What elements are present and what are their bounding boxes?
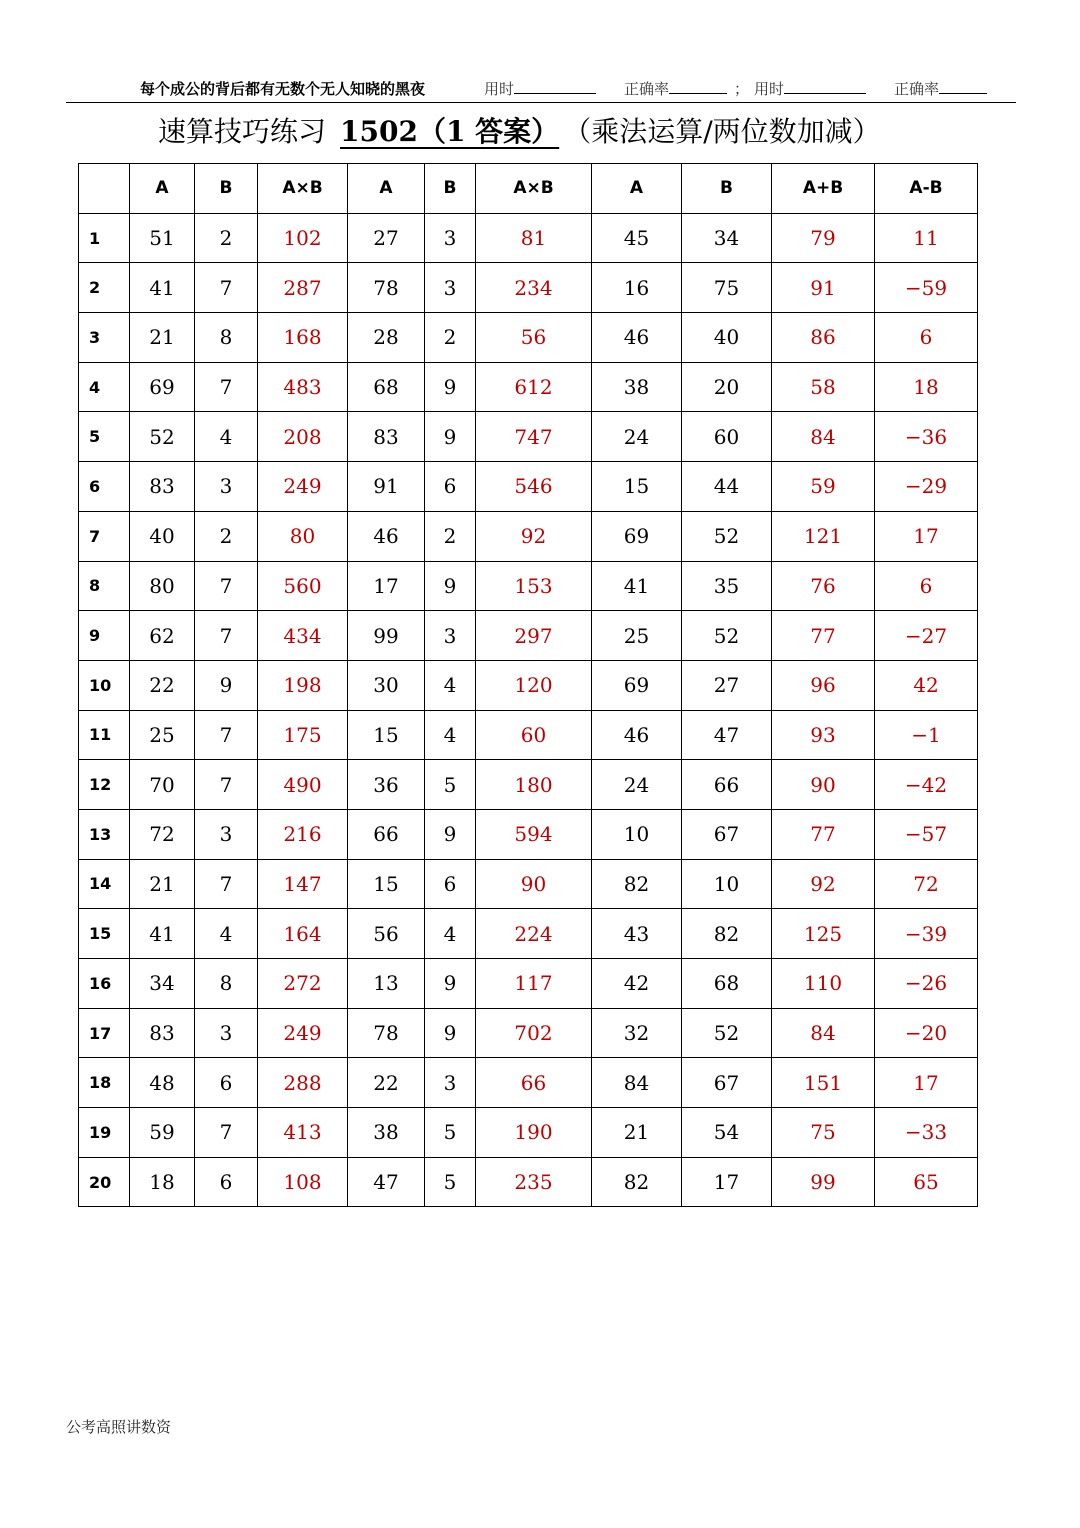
answer-cell: 72 [875,859,978,909]
operand-cell: 8 [195,313,258,363]
operand-cell: 82 [682,909,772,959]
answer-cell: −57 [875,809,978,859]
operand-cell: 15 [348,859,425,909]
answer-cell: 6 [875,313,978,363]
operand-cell: 6 [425,859,476,909]
answer-cell: 92 [772,859,875,909]
answer-cell: 84 [772,1008,875,1058]
operand-cell: 5 [425,1157,476,1207]
answer-cell: 153 [476,561,592,611]
column-header [79,164,130,214]
title-subtitle: （乘法运算/两位数加减） [577,115,881,148]
row-index: 15 [79,909,130,959]
operand-cell: 5 [425,1108,476,1158]
row-index: 17 [79,1008,130,1058]
operand-cell: 3 [425,611,476,661]
answer-cell: 121 [772,511,875,561]
answer-cell: 208 [258,412,348,462]
operand-cell: 40 [130,511,195,561]
operand-cell: 6 [195,1157,258,1207]
operand-cell: 2 [195,511,258,561]
table-row [79,462,978,512]
operand-cell: 7 [195,362,258,412]
row-index: 10 [79,660,130,710]
row-index: 14 [79,859,130,909]
row-index: 1 [79,213,130,263]
operand-cell: 9 [195,660,258,710]
column-header: A [348,164,425,214]
operand-cell: 9 [425,959,476,1009]
operand-cell: 40 [682,313,772,363]
operand-cell: 6 [195,1058,258,1108]
operand-cell: 83 [130,1008,195,1058]
table-row [79,611,978,661]
operand-cell: 56 [348,909,425,959]
answer-cell: 147 [258,859,348,909]
table-body [79,213,978,1207]
operand-cell: 9 [425,362,476,412]
title-main: 速算技巧练习 [158,115,327,148]
row-index: 9 [79,611,130,661]
operand-cell: 7 [195,263,258,313]
operand-cell: 10 [592,809,682,859]
answer-cell: 297 [476,611,592,661]
column-header: A×B [476,164,592,214]
operand-cell: 80 [130,561,195,611]
answer-cell: 56 [476,313,592,363]
table-row [79,1157,978,1207]
operand-cell: 2 [195,213,258,263]
answer-cell: −29 [875,462,978,512]
answer-cell: 702 [476,1008,592,1058]
operand-cell: 66 [348,809,425,859]
operand-cell: 9 [425,809,476,859]
row-index: 3 [79,313,130,363]
answer-cell: 288 [258,1058,348,1108]
answer-cell: 79 [772,213,875,263]
header-separator: ； [734,80,750,98]
answer-cell: −39 [875,909,978,959]
table-row [79,213,978,263]
answer-cell: 86 [772,313,875,363]
operand-cell: 52 [682,1008,772,1058]
operand-cell: 46 [592,710,682,760]
answer-cell: 216 [258,809,348,859]
time-blank-1[interactable] [514,79,596,94]
answer-cell: −20 [875,1008,978,1058]
row-index: 5 [79,412,130,462]
table-row [79,263,978,313]
answer-cell: 6 [875,561,978,611]
operand-cell: 3 [425,213,476,263]
operand-cell: 83 [130,462,195,512]
operand-cell: 3 [195,462,258,512]
answer-cell: 102 [258,213,348,263]
table-row [79,660,978,710]
accuracy-label-2: 正确率 [894,80,940,98]
operand-cell: 9 [425,561,476,611]
row-index: 8 [79,561,130,611]
column-header: A-B [875,164,978,214]
operand-cell: 18 [130,1157,195,1207]
column-header: A [130,164,195,214]
operand-cell: 54 [682,1108,772,1158]
row-index: 2 [79,263,130,313]
answer-cell: 18 [875,362,978,412]
answer-cell: 272 [258,959,348,1009]
operand-cell: 16 [592,263,682,313]
table-row [79,959,978,1009]
answer-cell: 108 [258,1157,348,1207]
operand-cell: 21 [592,1108,682,1158]
operand-cell: 70 [130,760,195,810]
table-row [79,909,978,959]
answer-cell: 120 [476,660,592,710]
answer-cell: 92 [476,511,592,561]
title-code: 1502（1 答案） [340,115,560,148]
operand-cell: 44 [682,462,772,512]
answer-cell: 66 [476,1058,592,1108]
answer-cell: 234 [476,263,592,313]
time-blank-2[interactable] [784,79,866,94]
operand-cell: 78 [348,1008,425,1058]
operand-cell: 22 [130,660,195,710]
table-row [79,809,978,859]
answer-cell: 110 [772,959,875,1009]
operand-cell: 15 [348,710,425,760]
operand-cell: 24 [592,412,682,462]
operand-cell: 4 [425,660,476,710]
operand-cell: 41 [130,909,195,959]
operand-cell: 7 [195,710,258,760]
table-header-row [79,164,978,214]
operand-cell: 24 [592,760,682,810]
answer-cell: 224 [476,909,592,959]
operand-cell: 15 [592,462,682,512]
answer-cell: 594 [476,809,592,859]
table-row [79,1008,978,1058]
operand-cell: 4 [425,710,476,760]
answer-cell: 77 [772,809,875,859]
operand-cell: 52 [130,412,195,462]
answer-cell: 65 [875,1157,978,1207]
operand-cell: 34 [682,213,772,263]
answer-cell: 249 [258,1008,348,1058]
operand-cell: 66 [682,760,772,810]
answer-cell: 168 [258,313,348,363]
operand-cell: 10 [682,859,772,909]
operand-cell: 47 [682,710,772,760]
operand-cell: 22 [348,1058,425,1108]
row-index: 11 [79,710,130,760]
table-row [79,710,978,760]
table-row [79,362,978,412]
operand-cell: 91 [348,462,425,512]
operand-cell: 62 [130,611,195,661]
operand-cell: 13 [348,959,425,1009]
operand-cell: 46 [592,313,682,363]
operand-cell: 67 [682,809,772,859]
answer-cell: 80 [258,511,348,561]
answer-cell: 11 [875,213,978,263]
row-index: 7 [79,511,130,561]
answer-cell: 60 [476,710,592,760]
answer-cell: 58 [772,362,875,412]
answer-cell: 747 [476,412,592,462]
operand-cell: 69 [592,660,682,710]
answer-cell: 287 [258,263,348,313]
answer-cell: 151 [772,1058,875,1108]
answer-cell: −42 [875,760,978,810]
table-row [79,760,978,810]
operand-cell: 27 [682,660,772,710]
operand-cell: 17 [348,561,425,611]
operand-cell: 7 [195,611,258,661]
answer-cell: 413 [258,1108,348,1158]
operand-cell: 82 [592,1157,682,1207]
time-field-2 [754,78,866,99]
operand-cell: 52 [682,611,772,661]
answer-cell: −1 [875,710,978,760]
motto-text: 每个成公的背后都有无数个无人知晓的黑夜 [140,80,426,98]
answer-cell: 93 [772,710,875,760]
operand-cell: 7 [195,859,258,909]
footer-text: 公考高照讲数资 [66,1418,172,1436]
operand-cell: 48 [130,1058,195,1108]
operand-cell: 25 [592,611,682,661]
answer-cell: −27 [875,611,978,661]
answer-cell: 96 [772,660,875,710]
time-label-2: 用时 [754,80,785,98]
row-index: 19 [79,1108,130,1158]
answer-cell: 17 [875,511,978,561]
operand-cell: 21 [130,859,195,909]
answer-cell: −59 [875,263,978,313]
answer-cell: 164 [258,909,348,959]
operand-cell: 2 [425,511,476,561]
operand-cell: 32 [592,1008,682,1058]
operand-cell: 34 [130,959,195,1009]
operand-cell: 7 [195,1108,258,1158]
answer-cell: 235 [476,1157,592,1207]
answer-cell: 612 [476,362,592,412]
answer-cell: 76 [772,561,875,611]
operand-cell: 78 [348,263,425,313]
row-index: 4 [79,362,130,412]
operand-cell: 68 [682,959,772,1009]
operand-cell: 99 [348,611,425,661]
operand-cell: 46 [348,511,425,561]
table-row [79,313,978,363]
answer-cell: 190 [476,1108,592,1158]
operand-cell: 38 [592,362,682,412]
answer-cell: −33 [875,1108,978,1158]
operand-cell: 60 [682,412,772,462]
operand-cell: 27 [348,213,425,263]
accuracy-label-1: 正确率 [624,80,670,98]
operand-cell: 9 [425,1008,476,1058]
table-row [79,511,978,561]
answer-cell: 175 [258,710,348,760]
operand-cell: 3 [195,1008,258,1058]
answer-cell: 91 [772,263,875,313]
answer-cell: 249 [258,462,348,512]
time-field-1 [484,78,596,99]
header-bar [66,76,1016,103]
operand-cell: 82 [592,859,682,909]
column-header: A+B [772,164,875,214]
row-index: 12 [79,760,130,810]
table-row [79,412,978,462]
operand-cell: 43 [592,909,682,959]
operand-cell: 21 [130,313,195,363]
accuracy-field-1 [624,78,727,99]
operand-cell: 4 [425,909,476,959]
operand-cell: 28 [348,313,425,363]
operand-cell: 38 [348,1108,425,1158]
answer-cell: 117 [476,959,592,1009]
operand-cell: 52 [682,511,772,561]
operand-cell: 84 [592,1058,682,1108]
row-index: 20 [79,1157,130,1207]
answer-cell: 90 [476,859,592,909]
operand-cell: 72 [130,809,195,859]
table-row [79,1058,978,1108]
answer-cell: 546 [476,462,592,512]
answer-cell: 90 [772,760,875,810]
answer-cell: 180 [476,760,592,810]
answer-cell: −26 [875,959,978,1009]
operand-cell: 20 [682,362,772,412]
operand-cell: 4 [195,909,258,959]
table-row [79,859,978,909]
row-index: 6 [79,462,130,512]
answer-cell: 17 [875,1058,978,1108]
operand-cell: 5 [425,760,476,810]
operand-cell: 69 [592,511,682,561]
answer-cell: 198 [258,660,348,710]
answer-cell: 42 [875,660,978,710]
answer-cell: 75 [772,1108,875,1158]
answer-cell: 434 [258,611,348,661]
answer-cell: 125 [772,909,875,959]
operand-cell: 75 [682,263,772,313]
operand-cell: 8 [195,959,258,1009]
accuracy-field-2 [894,78,987,99]
operand-cell: 7 [195,760,258,810]
row-index: 13 [79,809,130,859]
table-row [79,1108,978,1158]
operand-cell: 67 [682,1058,772,1108]
operand-cell: 7 [195,561,258,611]
column-header: B [682,164,772,214]
row-index: 16 [79,959,130,1009]
operand-cell: 83 [348,412,425,462]
operand-cell: 69 [130,362,195,412]
operand-cell: 3 [195,809,258,859]
operand-cell: 45 [592,213,682,263]
row-index: 18 [79,1058,130,1108]
operand-cell: 2 [425,313,476,363]
operand-cell: 41 [130,263,195,313]
operand-cell: 3 [425,263,476,313]
operand-cell: 30 [348,660,425,710]
answer-cell: 560 [258,561,348,611]
operand-cell: 68 [348,362,425,412]
operand-cell: 59 [130,1108,195,1158]
answer-cell: 490 [258,760,348,810]
operand-cell: 9 [425,412,476,462]
answer-cell: 483 [258,362,348,412]
operand-cell: 6 [425,462,476,512]
answer-cell: 81 [476,213,592,263]
operand-cell: 4 [195,412,258,462]
operand-cell: 3 [425,1058,476,1108]
operand-cell: 47 [348,1157,425,1207]
operand-cell: 17 [682,1157,772,1207]
table-row [79,561,978,611]
page-title [158,110,1058,154]
accuracy-blank-1[interactable] [669,79,727,94]
answer-cell: 84 [772,412,875,462]
column-header: A×B [258,164,348,214]
answer-cell: 77 [772,611,875,661]
column-header: B [425,164,476,214]
practice-table [78,163,978,1207]
column-header: A [592,164,682,214]
operand-cell: 36 [348,760,425,810]
accuracy-blank-2[interactable] [939,79,987,94]
operand-cell: 25 [130,710,195,760]
operand-cell: 42 [592,959,682,1009]
answer-cell: 99 [772,1157,875,1207]
operand-cell: 51 [130,213,195,263]
answer-cell: −36 [875,412,978,462]
column-header: B [195,164,258,214]
operand-cell: 35 [682,561,772,611]
answer-cell: 59 [772,462,875,512]
operand-cell: 41 [592,561,682,611]
time-label-1: 用时 [484,80,515,98]
